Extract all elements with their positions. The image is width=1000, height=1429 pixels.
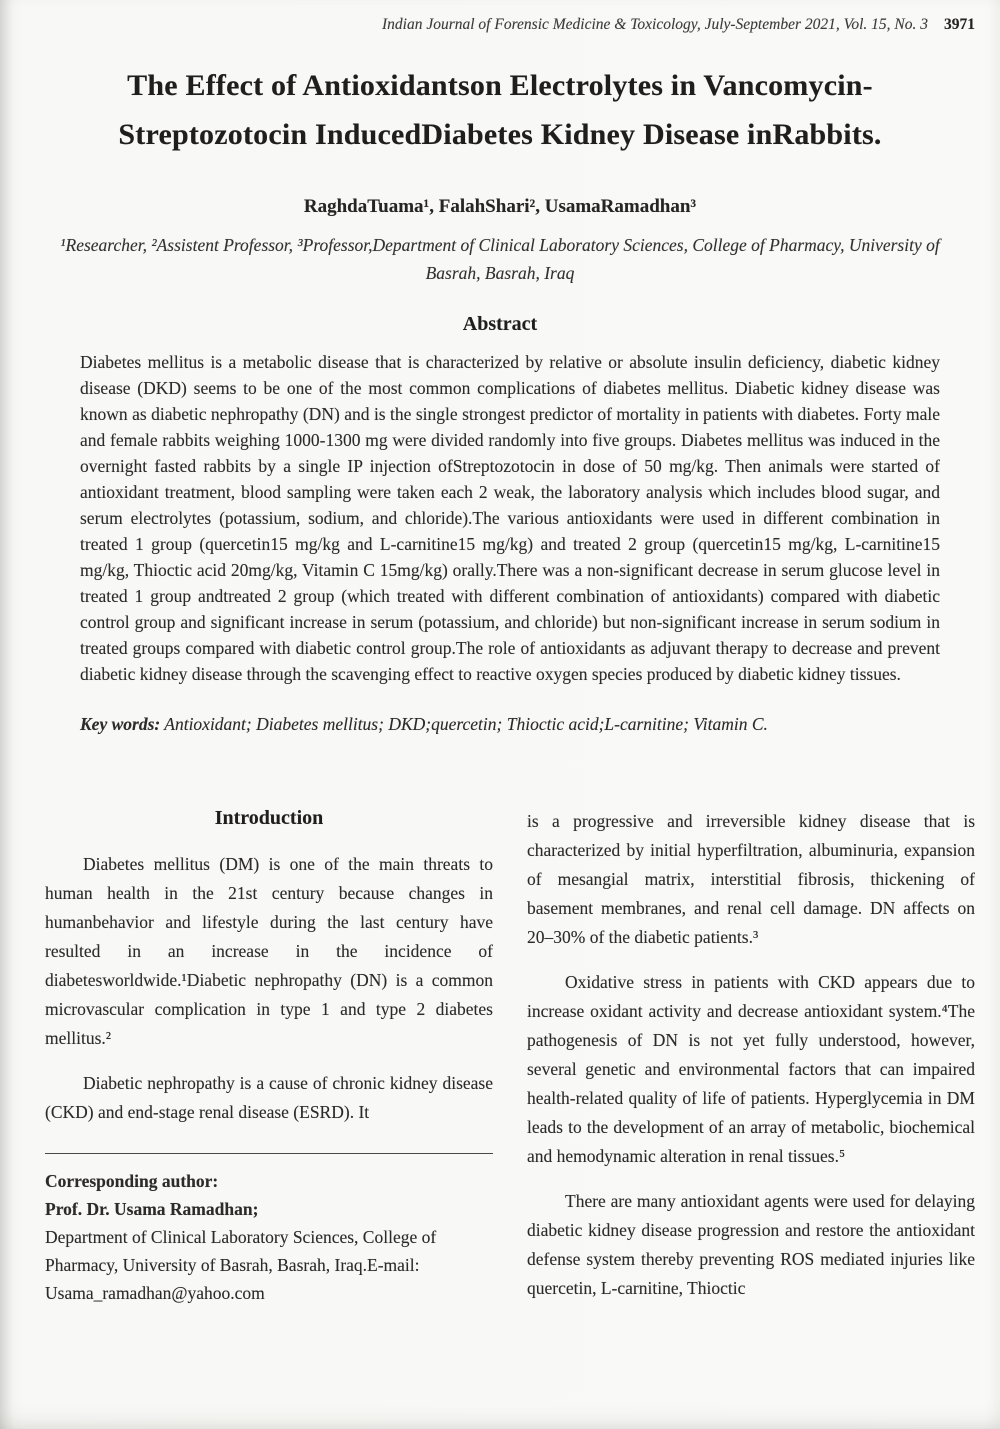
two-column-body (45, 807, 975, 1319)
corresponding-author-address: Department of Clinical Laboratory Sciences, College of Pharmacy, University of Basrah, Basrah, Iraq.E-mail: Usama_ramadhan@yahoo.com (45, 1226, 437, 1303)
left-column (45, 807, 493, 1319)
body-paragraph-continuation: is a progressive and irreversible kidney disease that is characterized by initial hyperfiltration, albuminuria, expansion of mesangial matrix, interstitial fibrosis, thickening of basement membranes, and renal cell damage. DN affects on 20–30% of the diabetic patients.³ (527, 810, 975, 947)
affiliation-line: ¹Researcher, ²Assistent Professor, ³Professor,Department of Clinical Laboratory Sciences, College of Pharmacy, University of Basrah, Basrah, Iraq (60, 234, 940, 283)
abstract-body: Diabetes mellitus is a metabolic disease that is characterized by relative or absolute insulin deficiency, diabetic kidney disease (DKD) seems to be one of the most common complications of diabetes mellitus. Diabetic kidney disease was known as diabetic nephropathy (DN) and is the single strongest predictor of mortality in patients with diabetes. Forty male and female rabbits weighing 1000-1300 mg were divided randomly into five groups. Diabetes mellitus was induced in the overnight fasted rabbits by a single IP injection ofStreptozotocin in dose of 50 mg/kg. Then animals were started of antioxidant treatment, blood sampling were taken each 2 weak, the laboratory analysis which includes blood sugar, and serum electrolytes (potassium, sodium, and chloride).The various antioxidants were used in different combination in treated 1 group (quercetin15 mg/kg and L-carnitine15 mg/kg) and treated 2 group (quercetin15 mg/kg, L-carnitine15 mg/kg, Thioctic acid 20mg/kg, Vitamin C 15mg/kg) orally.There was a non-significant decrease in serum glucose level in treated 1 group andtreated 2 group (which treated with different combination of antioxidants) compared with diabetic control group and significant increase in serum (potassium, and chloride) but non-significant increase in serum sodium in treated groups compared with diabetic control group.The role of antioxidants as adjuvant therapy to decrease and prevent diabetic kidney disease through the scavenging effect to reactive oxygen species produced by diabetic kidney tissues. (80, 351, 940, 684)
title-line-1: The Effect of Antioxidantson Electrolytes in Vancomycin- (127, 69, 873, 102)
body-paragraph-oxidative-stress: Oxidative stress in patients with CKD appears due to increase oxidant activity and decrease antioxidant system.⁴The pathogenesis of DN is not yet fully understood, however, several genetic and environmental factors that can impaired health-related quality of life of patients. Hyperglycemia in DM leads to the development of an array of metabolic, biochemical and hemodynamic alteration in renal tissues.⁵ (527, 971, 975, 1166)
journal-name: Indian Journal of Forensic Medicine & Toxicology, July-September 2021, Vol. 15, No. 3 (382, 16, 928, 33)
page-header (0, 0, 1000, 34)
footnote-divider (45, 1153, 493, 1154)
correspondence-block (45, 1153, 493, 1307)
corresponding-author-label: Corresponding author: (45, 1170, 219, 1191)
article-title (40, 62, 960, 160)
introduction-heading: Introduction (214, 806, 324, 829)
right-column (527, 807, 975, 1319)
keywords-line (80, 714, 940, 735)
intro-paragraph-2: Diabetic nephropathy is a cause of chronic kidney disease (CKD) and end-stage renal disease (ESRD). It (45, 1072, 493, 1122)
authors-line: RaghdaTuama¹, FalahShari², UsamaRamadhan³ (303, 195, 697, 217)
abstract-heading: Abstract (462, 312, 538, 335)
title-line-2: Streptozotocin InducedDiabetes Kidney Disease inRabbits. (118, 117, 882, 151)
page-number: 3971 (944, 16, 975, 33)
intro-paragraph-1: Diabetes mellitus (DM) is one of the main threats to human health in the 21st century because changes in humanbehavior and lifestyle during the last century have resulted in an increase in the incidence of diabetesworldwide.¹Diabetic nephropathy (DN) is a common microvascular complication in type 1 and type 2 diabetes mellitus.² (45, 853, 493, 1048)
body-paragraph-antioxidant-agents: There are many antioxidant agents were used for delaying diabetic kidney disease progression and restore the antioxidant defense system thereby preventing ROS mediated injuries like quercetin, L-carnitine, Thioctic (527, 1190, 975, 1298)
keywords-label: Key words: (80, 713, 161, 734)
corresponding-author-name: Prof. Dr. Usama Ramadhan; (45, 1198, 259, 1219)
keywords-text: Antioxidant; Diabetes mellitus; DKD;quercetin; Thioctic acid;L-carnitine; Vitamin C. (160, 713, 768, 734)
